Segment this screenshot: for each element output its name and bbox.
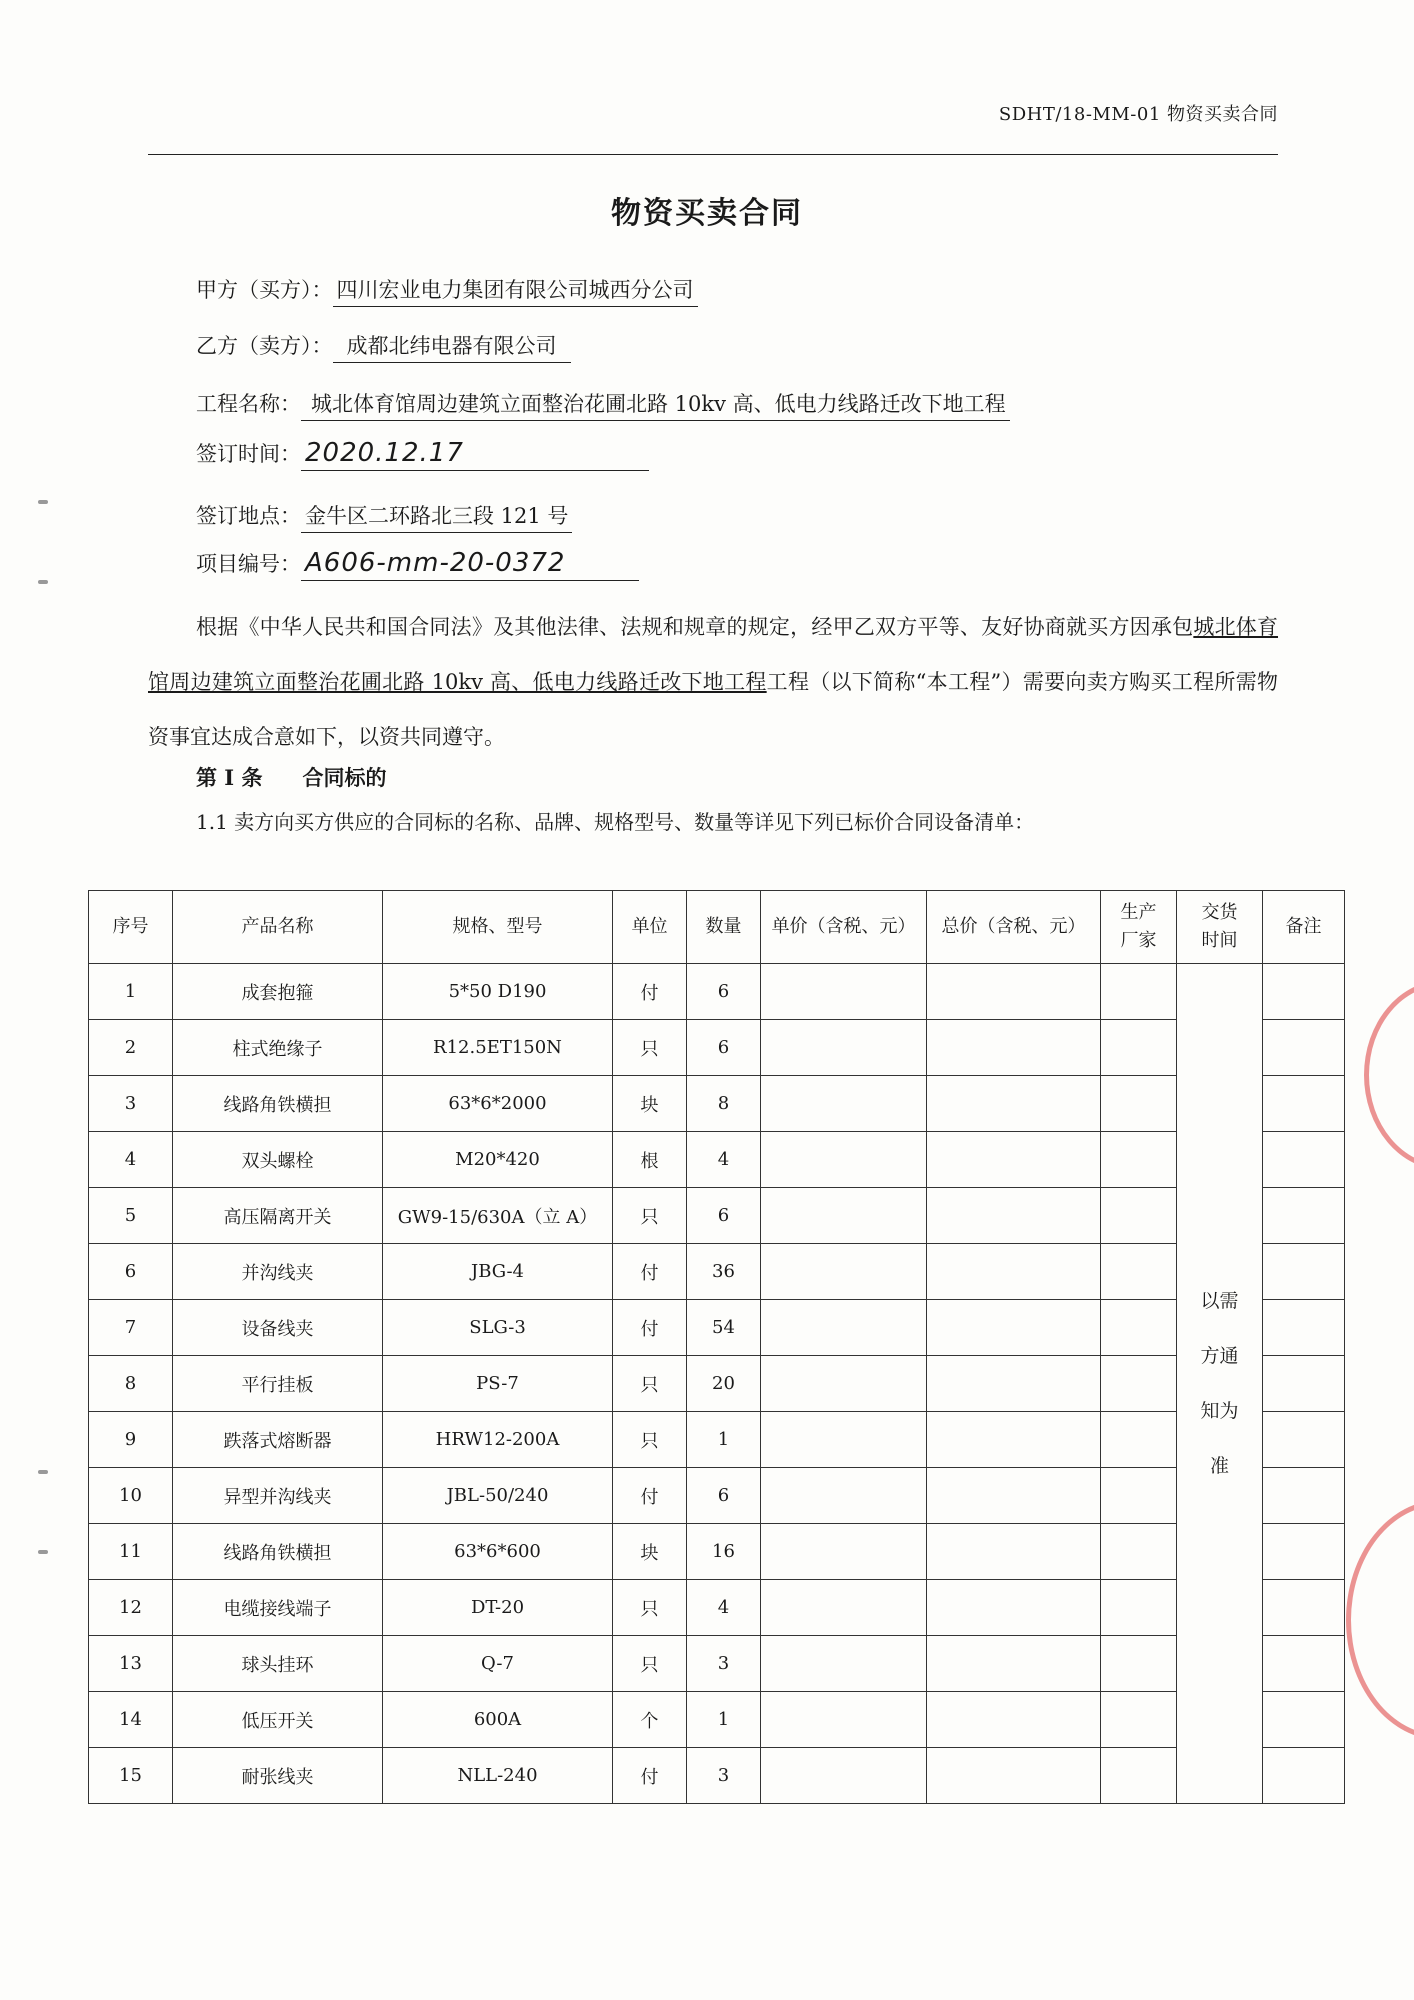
table-row (89, 1132, 1345, 1188)
cell-unit: 只 (613, 1580, 687, 1636)
cell-maker (1101, 1468, 1177, 1524)
table-row (89, 1244, 1345, 1300)
project-no-value: A606-mm-20-0372 (301, 548, 639, 581)
cell-unit: 付 (613, 1468, 687, 1524)
cell-total-price (927, 1692, 1101, 1748)
table-body (89, 964, 1345, 1804)
project-name-label: 工程名称： (196, 392, 301, 416)
cell-total-price (927, 1076, 1101, 1132)
cell-qty: 6 (687, 1020, 761, 1076)
cell-unit-price (761, 1244, 927, 1300)
cell-qty: 16 (687, 1524, 761, 1580)
cell-name: 跌落式熔断器 (173, 1412, 383, 1468)
cell-maker (1101, 1132, 1177, 1188)
table-row (89, 1020, 1345, 1076)
cell-total-price (927, 1300, 1101, 1356)
cell-qty: 6 (687, 1468, 761, 1524)
party-b-field (196, 330, 571, 363)
cell-unit: 块 (613, 1076, 687, 1132)
cell-unit: 付 (613, 1748, 687, 1804)
cell-name: 电缆接线端子 (173, 1580, 383, 1636)
cell-qty: 36 (687, 1244, 761, 1300)
cell-spec: DT-20 (383, 1580, 613, 1636)
cell-unit: 只 (613, 1020, 687, 1076)
cell-unit: 只 (613, 1188, 687, 1244)
cell-maker (1101, 964, 1177, 1020)
company-seal-bottom (1346, 1500, 1414, 1740)
cell-name: 线路角铁横担 (173, 1076, 383, 1132)
cell-qty: 1 (687, 1412, 761, 1468)
cell-qty: 6 (687, 964, 761, 1020)
cell-total-price (927, 1356, 1101, 1412)
party-a-label: 甲方（买方）： (196, 278, 333, 302)
cell-delivery-merged (1177, 964, 1263, 1804)
cell-no: 15 (89, 1748, 173, 1804)
cell-unit-price (761, 1412, 927, 1468)
cell-total-price (927, 1412, 1101, 1468)
cell-no: 11 (89, 1524, 173, 1580)
table-row (89, 964, 1345, 1020)
cell-no: 12 (89, 1580, 173, 1636)
table-row (89, 1468, 1345, 1524)
sign-place-field (196, 500, 572, 533)
cell-total-price (927, 1748, 1101, 1804)
cell-qty: 4 (687, 1132, 761, 1188)
header-maker-line-2: 厂家 (1120, 930, 1157, 951)
cell-qty: 20 (687, 1356, 761, 1412)
binding-mark (38, 1470, 48, 1474)
cell-unit: 付 (613, 1300, 687, 1356)
cell-name: 线路角铁横担 (173, 1524, 383, 1580)
cell-name: 高压隔离开关 (173, 1188, 383, 1244)
paragraph-project-name: 城北体育馆周边建筑立面整治花圃北路 10kv 高、低电力线路迁改下地工程 (148, 615, 1279, 694)
cell-name: 双头螺栓 (173, 1132, 383, 1188)
party-a-value: 四川宏业电力集团有限公司城西分公司 (333, 274, 698, 307)
cell-name: 耐张线夹 (173, 1748, 383, 1804)
cell-maker (1101, 1692, 1177, 1748)
cell-remark (1263, 1076, 1345, 1132)
cell-unit: 付 (613, 964, 687, 1020)
sign-date-label: 签订时间： (196, 442, 301, 466)
cell-no: 13 (89, 1636, 173, 1692)
delivery-note-line: 方通 (1200, 1344, 1239, 1367)
cell-total-price (927, 1132, 1101, 1188)
paragraph-part-1: 根据《中华人民共和国合同法》及其他法律、法规和规章的规定，经甲乙双方平等、友好协商就买方因承包 (196, 615, 1194, 639)
project-no-label: 项目编号： (196, 552, 301, 576)
article-heading (196, 762, 386, 792)
cell-spec: 63*6*2000 (383, 1076, 613, 1132)
cell-name: 成套抱箍 (173, 964, 383, 1020)
cell-unit-price (761, 1524, 927, 1580)
cell-unit-price (761, 1692, 927, 1748)
cell-maker (1101, 1748, 1177, 1804)
cell-remark (1263, 1020, 1345, 1076)
header-unit: 单位 (613, 891, 687, 964)
cell-no: 5 (89, 1188, 173, 1244)
cell-qty: 3 (687, 1636, 761, 1692)
cell-no: 2 (89, 1020, 173, 1076)
cell-maker (1101, 1636, 1177, 1692)
cell-remark (1263, 1636, 1345, 1692)
header-name: 产品名称 (173, 891, 383, 964)
cell-spec: 600A (383, 1692, 613, 1748)
project-name-field (196, 388, 1010, 421)
cell-name: 设备线夹 (173, 1300, 383, 1356)
cell-total-price (927, 1524, 1101, 1580)
cell-remark (1263, 1468, 1345, 1524)
cell-no: 6 (89, 1244, 173, 1300)
header-delivery (1177, 891, 1263, 964)
cell-spec: SLG-3 (383, 1300, 613, 1356)
document-title: 物资买卖合同 (611, 196, 803, 231)
table-row (89, 1300, 1345, 1356)
cell-no: 1 (89, 964, 173, 1020)
party-b-label: 乙方（卖方）： (196, 334, 333, 358)
contract-basis-paragraph (148, 600, 1278, 765)
cell-remark (1263, 1748, 1345, 1804)
header-delivery-line-2: 时间 (1201, 930, 1238, 951)
cell-name: 平行挂板 (173, 1356, 383, 1412)
cell-spec: GW9-15/630A（立 A） (383, 1188, 613, 1244)
cell-qty: 1 (687, 1692, 761, 1748)
cell-unit-price (761, 1300, 927, 1356)
cell-qty: 8 (687, 1076, 761, 1132)
cell-maker (1101, 1300, 1177, 1356)
party-b-value: 成都北纬电器有限公司 (333, 330, 571, 363)
cell-unit-price (761, 1636, 927, 1692)
header-total-price: 总价（含税、元） (927, 891, 1101, 964)
table-header-row (89, 891, 1345, 964)
cell-maker (1101, 1524, 1177, 1580)
cell-unit-price (761, 1020, 927, 1076)
cell-spec: JBG-4 (383, 1244, 613, 1300)
cell-total-price (927, 1580, 1101, 1636)
cell-spec: 5*50 D190 (383, 964, 613, 1020)
cell-spec: HRW12-200A (383, 1412, 613, 1468)
cell-unit-price (761, 1580, 927, 1636)
header-delivery-line-1: 交货 (1201, 902, 1238, 923)
sign-place-label: 签订地点： (196, 504, 301, 528)
cell-remark (1263, 1692, 1345, 1748)
table-row (89, 1076, 1345, 1132)
header-unit-price: 单价（含税、元） (761, 891, 927, 964)
delivery-note-line: 知为 (1200, 1399, 1239, 1422)
cell-unit-price (761, 1188, 927, 1244)
table-row (89, 1748, 1345, 1804)
cell-name: 异型并沟线夹 (173, 1468, 383, 1524)
delivery-note-line: 准 (1209, 1454, 1229, 1477)
header-no: 序号 (89, 891, 173, 964)
header-qty: 数量 (687, 891, 761, 964)
paragraph-part-3: 工程（以下简称“本工程”）需要向卖方购买工程所需物资事宜达成合意如下，以资共同遵守。 (148, 670, 1278, 749)
cell-maker (1101, 1244, 1177, 1300)
party-a-field (196, 274, 698, 307)
header-rule (148, 154, 1278, 155)
cell-spec: M20*420 (383, 1132, 613, 1188)
cell-unit-price (761, 1468, 927, 1524)
header-maker-line-1: 生产 (1120, 902, 1157, 923)
cell-unit: 个 (613, 1692, 687, 1748)
cell-remark (1263, 1132, 1345, 1188)
cell-name: 球头挂环 (173, 1636, 383, 1692)
table-row (89, 1524, 1345, 1580)
cell-name: 并沟线夹 (173, 1244, 383, 1300)
delivery-note-line: 以需 (1200, 1289, 1239, 1312)
cell-maker (1101, 1580, 1177, 1636)
cell-remark (1263, 1524, 1345, 1580)
cell-unit-price (761, 1076, 927, 1132)
cell-total-price (927, 964, 1101, 1020)
document-code: SDHT/18-MM-01 物资买卖合同 (998, 104, 1278, 125)
cell-unit: 只 (613, 1636, 687, 1692)
cell-remark (1263, 1356, 1345, 1412)
cell-no: 8 (89, 1356, 173, 1412)
table-row (89, 1188, 1345, 1244)
cell-spec: NLL-240 (383, 1748, 613, 1804)
cell-unit: 块 (613, 1524, 687, 1580)
cell-spec: Q-7 (383, 1636, 613, 1692)
table-row (89, 1580, 1345, 1636)
cell-remark (1263, 1580, 1345, 1636)
project-name-value: 城北体育馆周边建筑立面整治花圃北路 10kv 高、低电力线路迁改下地工程 (301, 388, 1010, 421)
cell-maker (1101, 1188, 1177, 1244)
cell-no: 4 (89, 1132, 173, 1188)
cell-remark (1263, 1244, 1345, 1300)
cell-unit-price (761, 1748, 927, 1804)
cell-name: 柱式绝缘子 (173, 1020, 383, 1076)
cell-total-price (927, 1020, 1101, 1076)
binding-mark (38, 500, 48, 504)
cell-unit-price (761, 1132, 927, 1188)
cell-no: 9 (89, 1412, 173, 1468)
cell-no: 7 (89, 1300, 173, 1356)
cell-remark (1263, 1300, 1345, 1356)
cell-qty: 3 (687, 1748, 761, 1804)
article-number: 第 I 条 (196, 765, 263, 790)
cell-maker (1101, 1020, 1177, 1076)
cell-unit: 只 (613, 1356, 687, 1412)
header-remark: 备注 (1263, 891, 1345, 964)
cell-total-price (927, 1244, 1101, 1300)
cell-maker (1101, 1356, 1177, 1412)
cell-unit-price (761, 1356, 927, 1412)
header-spec: 规格、型号 (383, 891, 613, 964)
sign-date-field (196, 438, 649, 471)
header-maker (1101, 891, 1177, 964)
cell-spec: 63*6*600 (383, 1524, 613, 1580)
cell-maker (1101, 1076, 1177, 1132)
cell-no: 14 (89, 1692, 173, 1748)
cell-remark (1263, 1412, 1345, 1468)
cell-spec: JBL-50/240 (383, 1468, 613, 1524)
cell-no: 3 (89, 1076, 173, 1132)
table-row (89, 1692, 1345, 1748)
cell-remark (1263, 1188, 1345, 1244)
cell-total-price (927, 1468, 1101, 1524)
article-title: 合同标的 (302, 765, 387, 790)
equipment-list-table (88, 890, 1345, 1804)
cell-unit: 只 (613, 1412, 687, 1468)
table-row (89, 1356, 1345, 1412)
cell-spec: R12.5ET150N (383, 1020, 613, 1076)
cell-name: 低压开关 (173, 1692, 383, 1748)
sign-date-value: 2020.12.17 (301, 438, 649, 471)
cell-qty: 6 (687, 1188, 761, 1244)
cell-spec: PS-7 (383, 1356, 613, 1412)
table-row (89, 1412, 1345, 1468)
project-no-field (196, 548, 639, 581)
cell-total-price (927, 1188, 1101, 1244)
cell-unit: 根 (613, 1132, 687, 1188)
binding-mark (38, 580, 48, 584)
cell-total-price (927, 1636, 1101, 1692)
sign-place-value: 金牛区二环路北三段 121 号 (301, 500, 572, 533)
cell-qty: 54 (687, 1300, 761, 1356)
company-seal-top (1364, 980, 1414, 1170)
table-row (89, 1636, 1345, 1692)
binding-mark (38, 1550, 48, 1554)
cell-maker (1101, 1412, 1177, 1468)
cell-no: 10 (89, 1468, 173, 1524)
cell-remark (1263, 964, 1345, 1020)
cell-qty: 4 (687, 1580, 761, 1636)
cell-unit: 付 (613, 1244, 687, 1300)
clause-1-1: 1.1 卖方向买方供应的合同标的名称、品牌、规格型号、数量等详见下列已标价合同设备清单： (196, 810, 1035, 834)
cell-unit-price (761, 964, 927, 1020)
